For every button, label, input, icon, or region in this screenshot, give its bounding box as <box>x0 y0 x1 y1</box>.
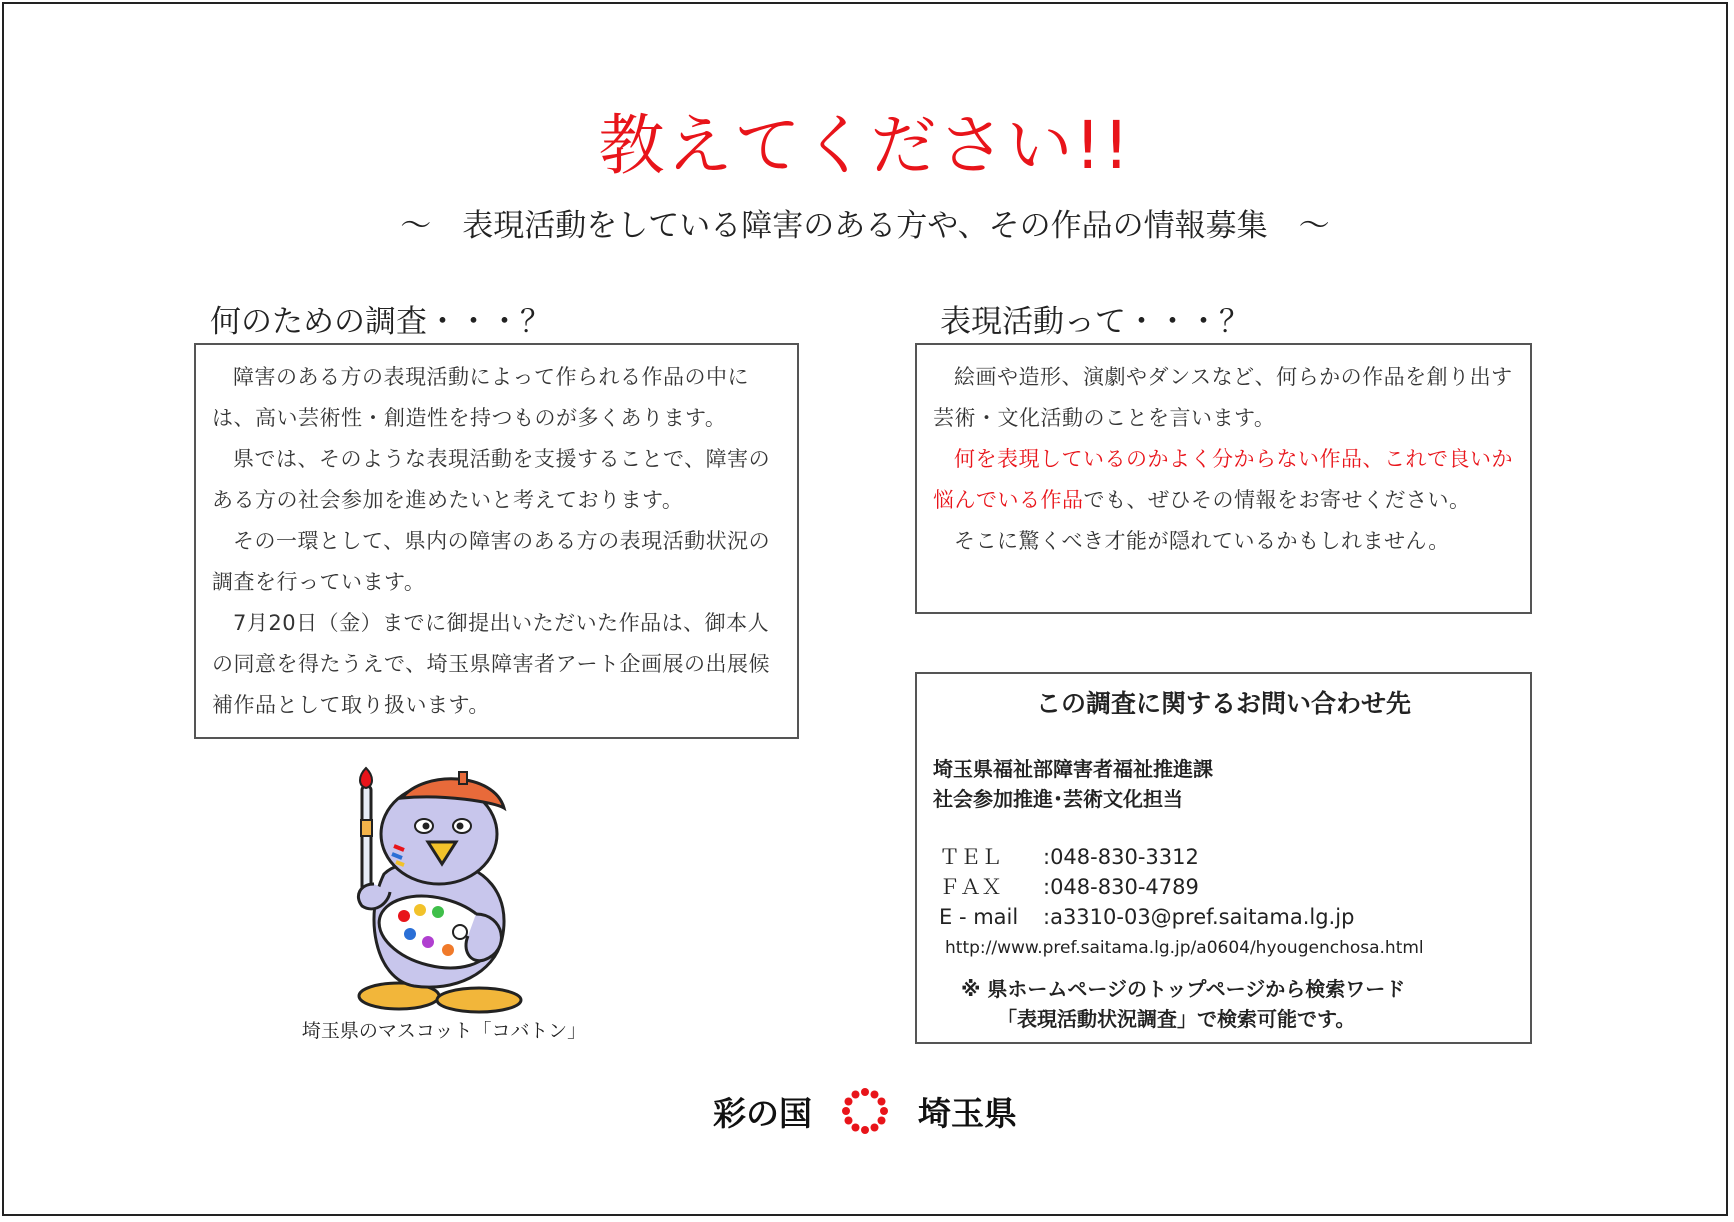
expression-paragraph-3: そこに驚くべき才能が隠れているかもしれません。 <box>954 529 1450 553</box>
fax-row <box>939 872 1514 902</box>
tel-row <box>939 842 1514 872</box>
expression-paragraph-2 <box>933 439 1518 521</box>
kobaton-mascot-icon <box>344 764 554 1014</box>
expression-paragraph-1: 絵画や造形、演劇やダンスなど、何らかの作品を創り出す芸術・文化活動のことを言います。 <box>933 365 1513 430</box>
purpose-paragraph: 障害のある方の表現活動によって作られる作品の中には、高い芸術性・創造性を持つものが多くあります。 <box>212 365 749 430</box>
survey-url-link[interactable]: http://www.pref.saitama.lg.jp/a0604/hyougenchosa.html <box>945 938 1424 958</box>
purpose-paragraph: 7月20日（金）までに御提出いただいた作品は、御本人の同意を得たうえで、埼玉県障害者アート企画展の出展候補作品として取り扱います。 <box>212 611 770 717</box>
expression-heading: 表現活動って・・・？ <box>940 304 1250 340</box>
tel-label: ＴＥＬ <box>939 845 1002 869</box>
email-row <box>939 902 1514 932</box>
footer-logo <box>4 1086 1726 1136</box>
purpose-box <box>194 343 799 739</box>
mascot-caption: 埼玉県のマスコット「コバトン」 <box>301 1020 587 1042</box>
expression-paragraph-2-rest: でも、ぜひその情報をお寄せください。 <box>1083 488 1471 512</box>
purpose-paragraph: その一環として、県内の障害のある方の表現活動状況の調査を行っています。 <box>212 529 771 594</box>
contact-title: この調査に関するお問い合わせ先 <box>1035 689 1411 718</box>
email-value[interactable]: :a3310-03@pref.saitama.lg.jp <box>1043 905 1355 929</box>
expression-box <box>915 343 1532 614</box>
contact-box <box>915 672 1532 1044</box>
search-note-line-2: 「表現活動状況調査」で検索可能です。 <box>997 1007 1356 1031</box>
purpose-heading: 何のための調査・・・？ <box>210 304 551 340</box>
footer-right-text: 埼玉県 <box>918 1093 1017 1133</box>
search-note <box>933 974 1514 1034</box>
search-note-line-1: ※ 県ホームページのトップページから検索ワード <box>961 977 1406 1001</box>
department-name: 埼玉県福祉部障害者福祉推進課 <box>933 757 1213 781</box>
email-label: E - mail <box>939 905 1019 929</box>
fax-label: ＦＡＸ <box>939 875 1002 899</box>
saitama-sun-emblem-icon <box>840 1086 890 1136</box>
page-title: 教えてください!! <box>598 107 1132 184</box>
page-subtitle: ～ 表現活動をしている障害のある方や、その作品の情報募集 ～ <box>400 208 1330 244</box>
department-section: 社会参加推進･芸術文化担当 <box>933 787 1183 811</box>
highlight-text: 何を表現しているのかよく分からない作品、これで良いか悩んでいる作品 <box>933 447 1513 512</box>
purpose-paragraph: 県では、そのような表現活動を支援することで、障害のある方の社会参加を進めたいと考えております。 <box>212 447 771 512</box>
fax-value: :048-830-4789 <box>1043 875 1199 899</box>
flyer-page <box>2 2 1728 1216</box>
contact-department <box>933 754 1514 814</box>
contact-list <box>933 842 1514 932</box>
tel-value: :048-830-3312 <box>1043 845 1199 869</box>
footer-left-text: 彩の国 <box>713 1093 812 1133</box>
